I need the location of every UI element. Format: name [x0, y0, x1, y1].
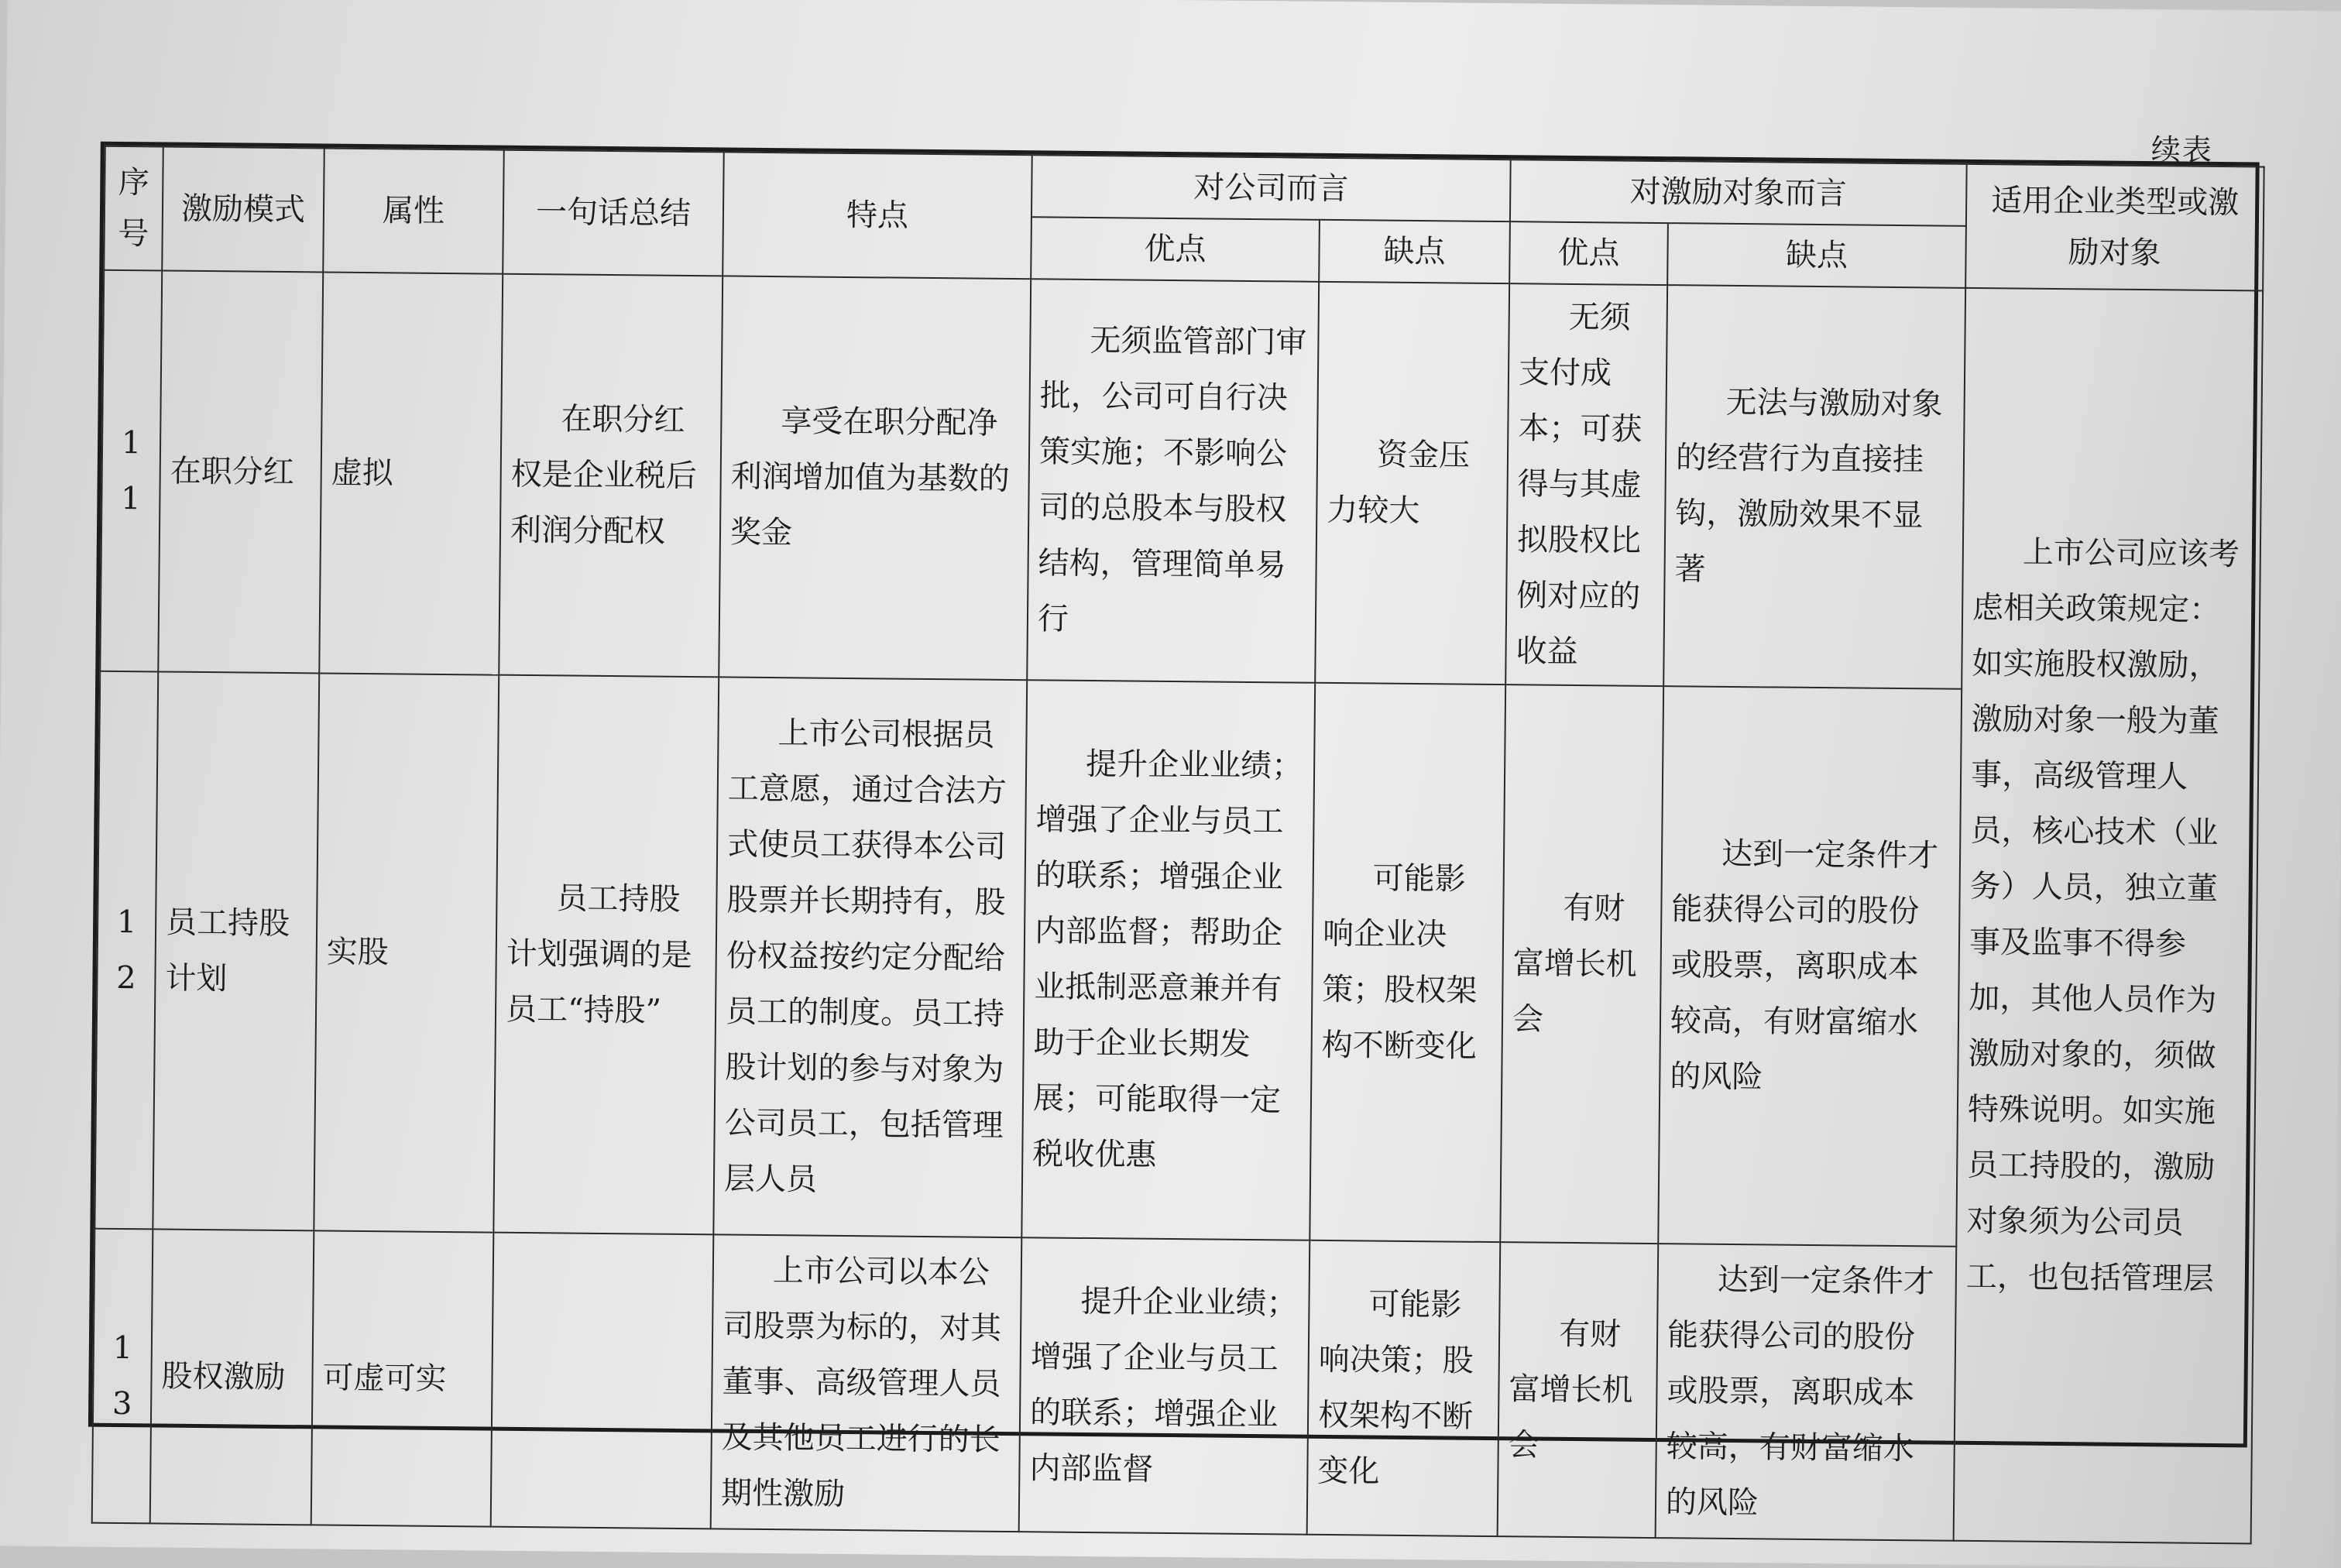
row-seq: 13 [92, 1229, 153, 1524]
table-row [92, 1229, 2254, 1544]
table-row [94, 671, 2259, 1250]
row-seq: 12 [94, 671, 158, 1230]
row-attribute: 可虚可实 [311, 1230, 494, 1526]
header-attribute: 属性 [323, 148, 504, 273]
header-company-pros: 优点 [1031, 217, 1320, 282]
header-mode: 激励模式 [162, 146, 324, 272]
row-features: 上市公司根据员工意愿，通过合法方式使员工获得本公司股票并长期持有，股份权益按约定分配给员工的制度。员工持股计划的参与对象为公司员工，包括管理层人员 [713, 677, 1027, 1237]
row-company-pros: 无须监管部门审批，公司可自行决策实施；不影响公司的总股本与股权结构，管理简单易行 [1027, 279, 1319, 683]
row-features: 享受在职分配净利润增加值为基数的奖金 [719, 276, 1031, 680]
row-seq: 11 [100, 270, 162, 672]
row-summary [491, 1233, 714, 1529]
header-company-group: 对公司而言 [1031, 155, 1511, 221]
row-target-cons: 达到一定条件才能获得公司的股份或股票，离职成本较高，有财富缩水的风险 [1656, 1244, 1957, 1541]
header-target-cons: 缺点 [1667, 223, 1966, 288]
row-target-pros: 有财富增长机会 [1498, 1242, 1659, 1538]
row-mode: 员工持股计划 [153, 671, 319, 1230]
table [91, 146, 2265, 1545]
header-seq: 序号 [104, 146, 163, 271]
row-mode: 股权激励 [150, 1229, 314, 1525]
row-company-pros: 提升企业业绩；增强了企业与员工的联系；增强企业内部监督 [1019, 1237, 1310, 1535]
header-row-1 [105, 146, 2264, 229]
header-target-pros: 优点 [1509, 221, 1668, 285]
row-target-pros: 有财富增长机会 [1500, 684, 1663, 1244]
row-company-cons: 资金压力较大 [1315, 282, 1509, 684]
row-summary: 在职分红权是企业税后利润分配权 [499, 274, 723, 678]
applicable-cell: 上市公司应该考虑相关政策规定：如实施股权激励，激励对象一般为董事，高级管理人员，核心技术（业务）人员，独立董事及监事不得参加，其他人员作为激励对象的，须做特殊说明。如实施员工持股的，激励对象须为公司员工，也包括管理层 [1954, 288, 2264, 1544]
row-features: 上市公司以本公司股票为标的，对其董事、高级管理人员及其他员工进行的长期性激励 [711, 1234, 1022, 1532]
row-mode: 在职分红 [158, 270, 323, 673]
row-target-pros: 无须支付成本；可获得与其虚拟股权比例对应的收益 [1505, 283, 1667, 686]
header-target-group: 对激励对象而言 [1510, 160, 1967, 226]
continued-label: 续表 [2150, 132, 2214, 167]
row-target-cons: 达到一定条件才能获得公司的股份或股票，离职成本较高，有财富缩水的风险 [1658, 686, 1962, 1247]
header-applicable: 适用企业类型或激励对象 [1965, 164, 2264, 291]
row-company-pros: 提升企业业绩；增强了企业与员工的联系；增强企业内部监督；帮助企业抵制恶意兼并有助于企业长期发展；可能取得一定税收优惠 [1021, 680, 1315, 1240]
header-features: 特点 [723, 152, 1032, 279]
row-company-cons: 可能影响决策；股权架构不断变化 [1307, 1240, 1501, 1536]
incentive-mode-table [88, 142, 2260, 1522]
table-row [100, 270, 2263, 692]
row-summary: 员工持股计划强调的是员工“持股” [493, 675, 719, 1235]
row-attribute: 虚拟 [319, 272, 503, 674]
row-target-cons: 无法与激励对象的经营行为直接挂钩，激励效果不显著 [1663, 285, 1965, 689]
row-attribute: 实股 [314, 673, 499, 1232]
row-company-cons: 可能影响企业决策；股权架构不断变化 [1310, 683, 1505, 1242]
header-summary: 一句话总结 [503, 150, 724, 276]
header-company-cons: 缺点 [1319, 220, 1510, 283]
